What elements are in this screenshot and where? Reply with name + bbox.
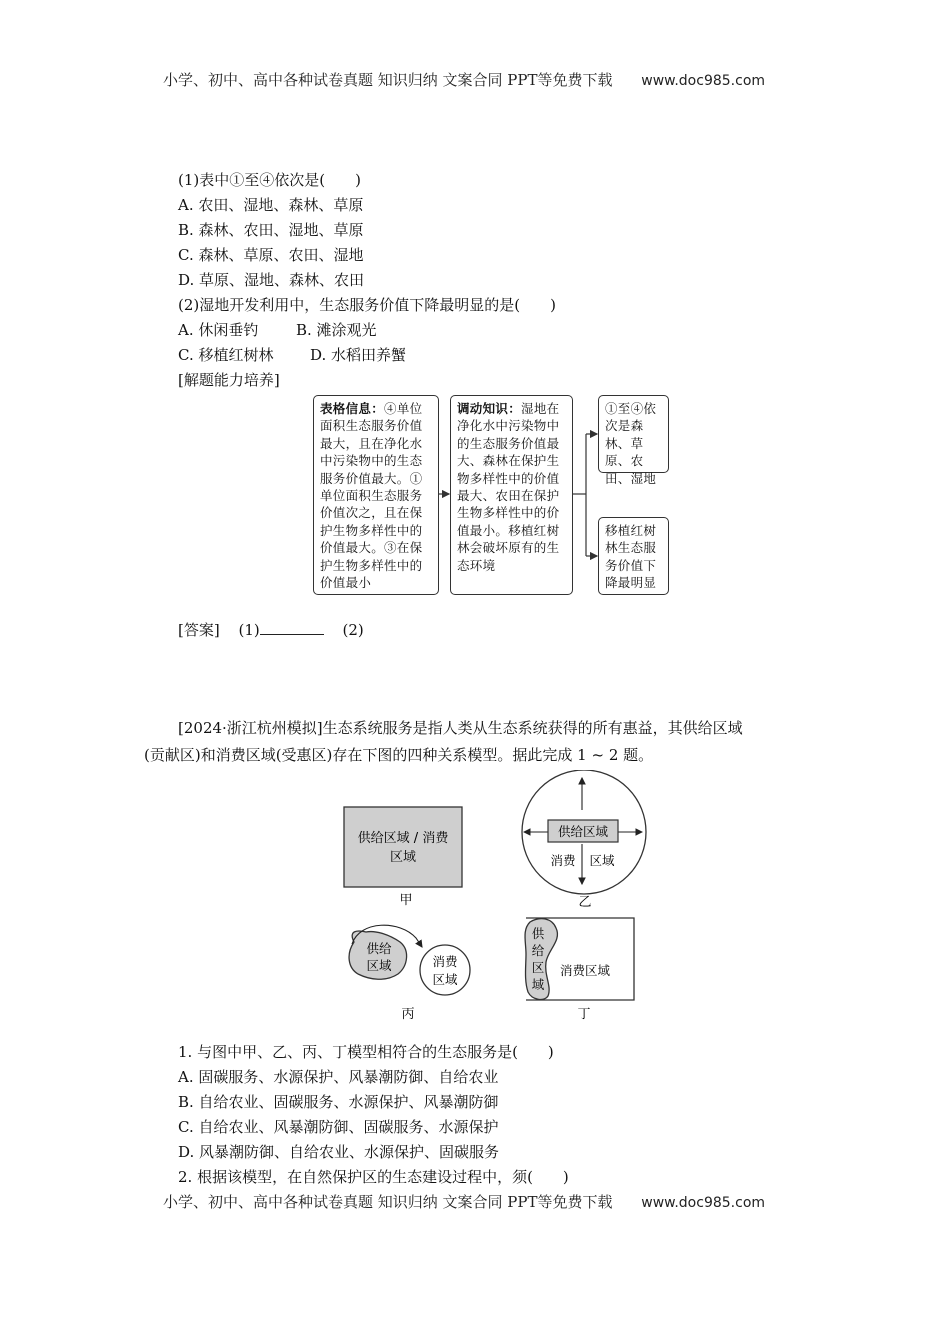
mq1-option-b: B. 自给农业、固碳服务、水源保护、风暴潮防御 [178, 1093, 499, 1111]
jia-box-line2: 区域 [389, 850, 417, 865]
mq1-stem: 1. 与图中甲、乙、丙、丁模型相符合的生态服务是( ) [178, 1043, 554, 1061]
yi-consume-2: 区域 [589, 853, 615, 868]
q1-option-b: B. 森林、农田、湿地、草原 [178, 221, 364, 239]
header-site: www.doc985.com [641, 73, 766, 89]
q1-option-c: C. 森林、草原、农田、湿地 [178, 246, 364, 264]
q2-stem: (2)湿地开发利用中，生态服务价值下降最明显的是( ) [178, 296, 556, 314]
conclusion-box-2: 移植红树林生态服务价值下降最明显 [598, 517, 669, 595]
q2-option-c: C. 移植红树林 [178, 346, 274, 364]
bing-supply-2: 区域 [366, 958, 392, 973]
ding-supply-1: 供 [531, 926, 545, 941]
q1-option-a: A. 农田、湿地、森林、草原 [178, 196, 364, 214]
jia-box-line1: 供给区域 / 消费 [357, 831, 449, 846]
mq1-option-a: A. 固碳服务、水源保护、风暴潮防御、自给农业 [178, 1068, 499, 1086]
table-info-title: 表格信息： [320, 401, 385, 416]
model-yi [522, 770, 646, 910]
mq1-option-d: D. 风暴潮防御、自给农业、水源保护、固碳服务 [178, 1143, 500, 1161]
answer-blank-1[interactable] [260, 620, 324, 635]
bing-supply-1: 供给 [366, 941, 392, 956]
ding-label: 丁 [577, 1007, 591, 1022]
knowledge-body: 湿地在净化水中污染物中的生态服务价值最大、森林在保护生物多样性中的价值最大、农田在保护生物多样性中的价值最小。移植红树林会破坏原有的生态环境 [457, 401, 560, 573]
relationship-diagram [330, 770, 650, 1030]
header-text: 小学、初中、高中各种试卷真题 知识归纳 文案合同 PPT等免费下载 [163, 71, 613, 89]
answer-p2: (2) [342, 621, 364, 639]
model-jia [344, 807, 462, 908]
skills-title: [解题能力培养] [178, 371, 280, 389]
bing-consume-1: 消费 [432, 954, 458, 969]
knowledge-title: 调动知识： [457, 401, 522, 416]
answer-p1: (1) [238, 621, 260, 639]
bing-consume-circle [420, 945, 470, 995]
jia-box [344, 807, 462, 887]
ding-consume: 消费区域 [559, 963, 611, 978]
table-info-body: ④单位面积生态服务价值最大，且在净化水中污染物中的生态服务价值最大。①单位面积生态服务价值次之，且在保护生物多样性中的价值最大。③在保护生物多样性中的价值最小 [320, 401, 423, 591]
jia-label: 甲 [399, 893, 413, 908]
footer-text: 小学、初中、高中各种试卷真题 知识归纳 文案合同 PPT等免费下载 [163, 1193, 613, 1211]
footer-site: www.doc985.com [641, 1195, 766, 1211]
answer-line [178, 620, 364, 640]
mq1-option-c: C. 自给农业、风暴潮防御、固碳服务、水源保护 [178, 1118, 499, 1136]
mq2-stem: 2. 根据该模型，在自然保护区的生态建设过程中，须( ) [178, 1168, 569, 1186]
ding-supply-2: 给 [531, 943, 545, 958]
model-bing [349, 925, 470, 1022]
conclusion-box-1: ①至④依次是森林、草原、农田、湿地 [598, 395, 669, 473]
q2-option-d: D. 水稻田养蟹 [310, 346, 407, 364]
yi-consume-1: 消费 [550, 853, 576, 868]
q2-option-a: A. 休闲垂钓 [178, 321, 259, 339]
bing-consume-2: 区域 [432, 972, 458, 987]
yi-label: 乙 [578, 895, 592, 910]
answer-label: [答案] [178, 621, 220, 639]
page-footer [163, 1191, 765, 1212]
bing-label: 丙 [401, 1007, 415, 1022]
q1-option-d: D. 草原、湿地、森林、农田 [178, 271, 365, 289]
ding-supply-3: 区 [531, 960, 545, 975]
q1-stem: (1)表中①至④依次是( ) [178, 171, 361, 189]
intro-line-1: [2024·浙江杭州模拟]生态系统服务是指人类从生态系统获得的所有惠益，其供给区域 [178, 719, 743, 737]
q2-option-b: B. 滩涂观光 [296, 321, 377, 339]
model-ding [525, 918, 634, 1022]
intro-line-2: (贡献区)和消费区域(受惠区)存在下图的四种关系模型。据此完成 1 ~ 2 题。 [144, 746, 654, 764]
ding-supply-4: 域 [531, 977, 545, 992]
yi-supply: 供给区域 [557, 824, 609, 839]
